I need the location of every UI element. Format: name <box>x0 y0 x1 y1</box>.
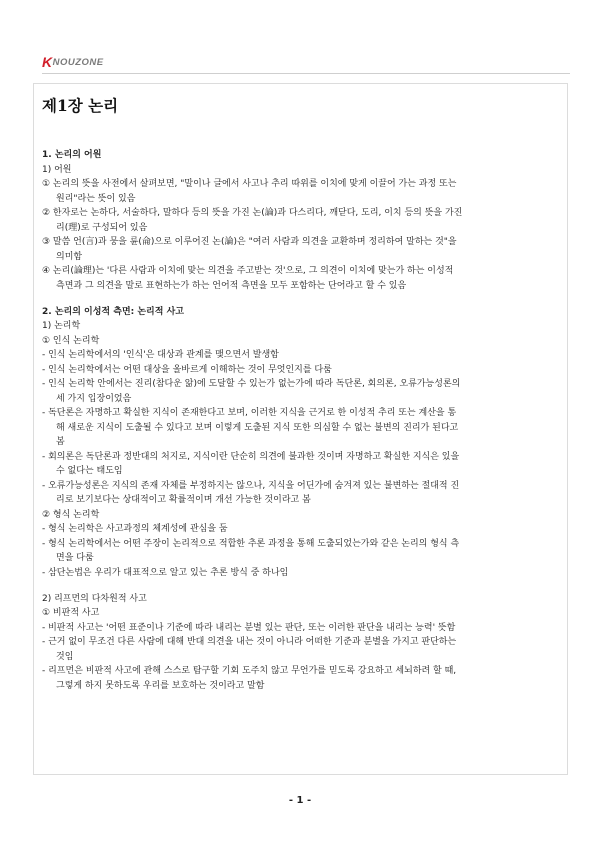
text-line: 의미함 <box>56 251 83 262</box>
bullet-line: - 근거 없이 무조건 다른 사람에 대해 반대 의견을 내는 것이 아니라 어떠한 기준과 분별을 가지고 판단하는 <box>42 637 457 647</box>
logo-text: NOUZONE <box>52 56 104 68</box>
knouzone-logo <box>42 54 104 70</box>
chapter-title: 제1장 논리 <box>42 96 119 115</box>
document-body <box>42 148 566 693</box>
section-heading: 2. 논리의 이성적 측면: 논리적 사고 <box>42 306 184 317</box>
text-line: ① 논리의 뜻을 사전에서 살펴보면, "말이나 글에서 사고나 추리 따위를 이치에 맞게 이끌어 가는 과정 또는 <box>42 179 457 189</box>
bullet-line: - 형식 논리학은 사고과정의 체계성에 관심을 둠 <box>42 524 228 534</box>
bullet-line: - 독단론은 자명하고 확실한 지식이 존재한다고 보며, 이러한 지식을 근거로 한 이성적 추리 또는 계산을 통 <box>42 408 457 418</box>
bullet-line: - 회의론은 독단론과 정반대의 처지로, 지식이란 단순히 의견에 불과한 것이며 자명하고 확실한 지식은 있을 <box>42 451 460 462</box>
text-line: 측면과 그 의견을 말로 표현하는가 하는 언어적 측면을 모두 포함하는 단어라고 할 수 있음 <box>56 280 407 291</box>
subheading: 1) 논리학 <box>42 321 81 331</box>
bullet-line: - 삼단논법은 우리가 대표적으로 알고 있는 추론 방식 중 하나임 <box>42 567 289 578</box>
item-heading: ① 비판적 사고 <box>42 608 100 618</box>
spacer <box>42 293 566 305</box>
subheading: 2) 리프먼의 다차원적 사고 <box>42 593 147 604</box>
bullet-line: - 형식 논리학에서는 어떤 주장이 논리적으로 적합한 추론 과정을 통해 도출되었는가와 같은 논리의 형식 측 <box>42 538 460 549</box>
logo-k: K <box>42 54 52 70</box>
section-heading: 1. 논리의 어원 <box>42 150 102 160</box>
bullet-line: 봄 <box>56 437 65 447</box>
bullet-line: - 인식 논리학 안에서는 진리(참다운 앎)에 도달할 수 있는가 없는가에 따라 독단론, 회의론, 오류가능성론의 <box>42 379 461 389</box>
text-line: ④ 논리(論理)는 '다른 사람과 이치에 맞는 의견을 주고받는 것'으로, 그 의견이 이치에 맞는가 하는 이성적 <box>42 266 454 276</box>
spacer <box>42 580 566 592</box>
text-line: 원리"라는 뜻이 있음 <box>56 193 136 204</box>
bullet-line: 그렇게 하지 못하도록 우리를 보호하는 것이라고 말함 <box>56 680 265 691</box>
page-number: - 1 - <box>288 795 312 806</box>
bullet-line: - 인식 논리학에서는 어떤 대상을 올바르게 이해하는 것이 무엇인지를 다룸 <box>42 364 332 375</box>
bullet-line: - 리프먼은 비판적 사고에 관해 스스로 탐구할 기회 도주치 않고 무언가를 믿도록 강요하고 세뇌하려 할 때, <box>42 666 457 676</box>
header-rule <box>42 73 570 74</box>
bullet-line: - 비판적 사고는 '어떤 표준이나 기준에 따라 내리는 분별 있는 판단, 또는 이러한 판단을 내리는 능력' 뜻함 <box>42 622 456 633</box>
bullet-line: 수 없다는 태도임 <box>56 466 123 476</box>
text-line: ② 한자로는 논하다, 서술하다, 말하다 등의 뜻을 가진 논(論)과 다스리다, 깨닫다, 도리, 이치 등의 뜻을 가진 <box>42 208 463 218</box>
bullet-line: 세 가지 입장이었음 <box>56 393 132 404</box>
item-heading: ② 형식 논리학 <box>42 509 100 520</box>
subheading: 1) 어원 <box>42 164 72 175</box>
bullet-line: 해 새로운 지식이 도출될 수 있다고 보며 이렇게 도출된 지식 또한 의심할 수 없는 불변의 진리가 된다고 <box>56 422 459 433</box>
bullet-line: 것임 <box>56 651 74 662</box>
bullet-line: - 오류가능성론은 지식의 존재 자체를 부정하지는 않으나, 지식을 어딘가에 숨겨져 있는 불변하는 절대적 진 <box>42 480 460 491</box>
text-line: 리(理)로 구성되어 있음 <box>56 222 148 233</box>
bullet-line: 리로 보기보다는 상대적이고 확률적이며 개선 가능한 것이라고 봄 <box>56 495 311 505</box>
bullet-line: 면을 다룸 <box>56 553 94 563</box>
text-line: ③ 말씀 언(言)과 뭉을 륜(侖)으로 이루어진 논(論)은 "여러 사람과 의견을 교환하며 정리하여 말하는 것"을 <box>42 237 457 247</box>
bullet-line: - 인식 논리학에서의 '인식'은 대상과 관계를 맺으면서 발생함 <box>42 350 279 360</box>
item-heading: ① 인식 논리학 <box>42 335 100 346</box>
